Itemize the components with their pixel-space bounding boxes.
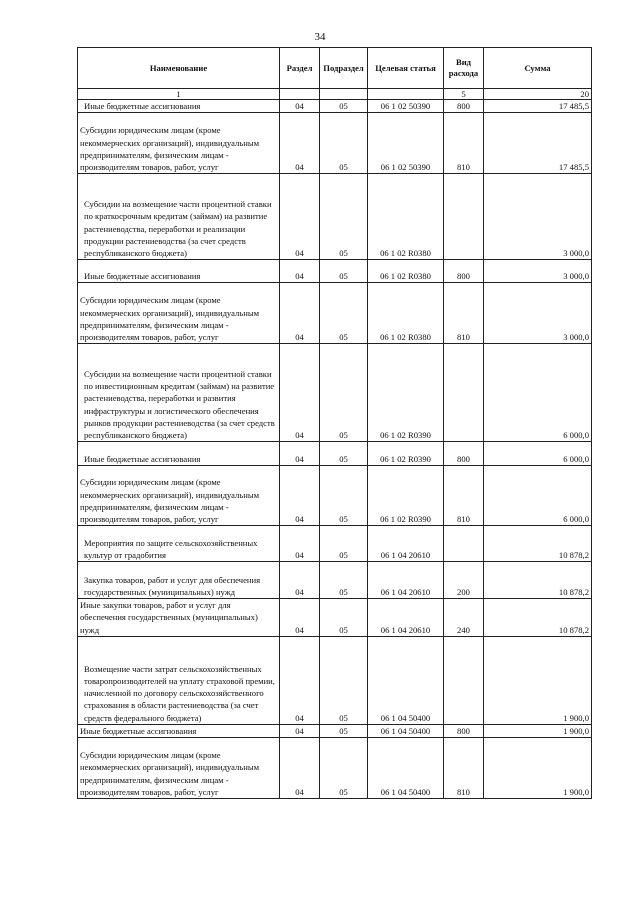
row-name: Мероприятия по защите сельскохозяйственных культур от градобития (78, 526, 280, 562)
row-sum: 3 000,0 (484, 260, 592, 283)
colnum-sum: 20 (484, 89, 592, 100)
row-vid: 800 (444, 260, 484, 283)
table-row (78, 466, 592, 526)
row-vid (444, 174, 484, 260)
row-podrazdel: 05 (320, 636, 368, 724)
table-row (78, 636, 592, 724)
budget-table (77, 47, 592, 799)
row-name: Субсидии юридическим лицам (кроме некоммерческих организаций), индивидуальным предпринимателям, физическим лицам - производителям товаров, работ, услуг (78, 466, 280, 526)
row-cst: 06 1 02 R0380 (368, 174, 444, 260)
row-vid (444, 526, 484, 562)
table-row (78, 526, 592, 562)
header-sum: Сумма (484, 48, 592, 89)
row-name: Субсидии на возмещение части процентной ставки по инвестиционным кредитам (займам) на развитие растениеводства, переработки и развития инфраструктуры и логистического обеспечения рынков продукции растениеводства (за счет средств республиканского бюджета) (78, 344, 280, 442)
row-sum: 10 878,2 (484, 526, 592, 562)
row-sum: 3 000,0 (484, 283, 592, 344)
header-row (78, 48, 592, 89)
row-vid: 800 (444, 442, 484, 466)
table-row (78, 100, 592, 113)
row-vid: 800 (444, 100, 484, 113)
table-row (78, 738, 592, 799)
row-name: Иные бюджетные ассигнования (78, 260, 280, 283)
row-vid: 240 (444, 599, 484, 637)
row-sum: 6 000,0 (484, 466, 592, 526)
row-name: Субсидии юридическим лицам (кроме некоммерческих организаций), индивидуальным предпринимателям, физическим лицам - производителям товаров, работ, услуг (78, 738, 280, 799)
row-sum: 1 900,0 (484, 636, 592, 724)
colnum-name: 1 (78, 89, 280, 100)
row-sum: 6 000,0 (484, 442, 592, 466)
header-name: Наименование (78, 48, 280, 89)
table-row (78, 260, 592, 283)
row-vid: 800 (444, 724, 484, 737)
row-vid: 810 (444, 738, 484, 799)
row-vid (444, 344, 484, 442)
row-razdel: 04 (280, 174, 320, 260)
table-row (78, 442, 592, 466)
row-cst: 06 1 02 R0390 (368, 344, 444, 442)
row-cst: 06 1 02 50390 (368, 113, 444, 174)
row-cst: 06 1 04 50400 (368, 636, 444, 724)
header-podrazdel: Подраздел (320, 48, 368, 89)
row-podrazdel: 05 (320, 466, 368, 526)
row-cst: 06 1 04 50400 (368, 738, 444, 799)
colnum-cst (368, 89, 444, 100)
row-cst: 06 1 02 R0390 (368, 466, 444, 526)
row-podrazdel: 05 (320, 442, 368, 466)
row-razdel: 04 (280, 442, 320, 466)
row-podrazdel: 05 (320, 599, 368, 637)
row-vid: 810 (444, 283, 484, 344)
row-podrazdel: 05 (320, 113, 368, 174)
row-vid: 200 (444, 562, 484, 599)
row-sum: 10 878,2 (484, 562, 592, 599)
row-sum: 17 485,5 (484, 113, 592, 174)
row-razdel: 04 (280, 738, 320, 799)
row-razdel: 04 (280, 260, 320, 283)
row-name: Иные бюджетные ассигнования (78, 100, 280, 113)
table-row (78, 724, 592, 737)
row-sum: 1 900,0 (484, 738, 592, 799)
row-name: Иные бюджетные ассигнования (78, 724, 280, 737)
row-razdel: 04 (280, 283, 320, 344)
row-sum: 1 900,0 (484, 724, 592, 737)
row-razdel: 04 (280, 344, 320, 442)
header-razdel: Раздел (280, 48, 320, 89)
row-cst: 06 1 04 20610 (368, 526, 444, 562)
row-cst: 06 1 02 R0380 (368, 260, 444, 283)
table-row (78, 174, 592, 260)
row-cst: 06 1 04 20610 (368, 599, 444, 637)
row-cst: 06 1 04 50400 (368, 724, 444, 737)
row-podrazdel: 05 (320, 526, 368, 562)
row-cst: 06 1 02 R0390 (368, 442, 444, 466)
column-number-row (78, 89, 592, 100)
row-razdel: 04 (280, 466, 320, 526)
table-row (78, 283, 592, 344)
table-row (78, 562, 592, 599)
row-vid: 810 (444, 113, 484, 174)
row-razdel: 04 (280, 724, 320, 737)
row-podrazdel: 05 (320, 100, 368, 113)
row-name: Иные закупки товаров, работ и услуг для обеспечения государственных (муниципальных) нужд (78, 599, 280, 637)
row-sum: 6 000,0 (484, 344, 592, 442)
row-podrazdel: 05 (320, 260, 368, 283)
colnum-podrazdel (320, 89, 368, 100)
colnum-razdel (280, 89, 320, 100)
row-razdel: 04 (280, 636, 320, 724)
row-cst: 06 1 04 20610 (368, 562, 444, 599)
row-cst: 06 1 02 50390 (368, 100, 444, 113)
table-row (78, 113, 592, 174)
row-name: Иные бюджетные ассигнования (78, 442, 280, 466)
row-sum: 17 485,5 (484, 100, 592, 113)
row-vid (444, 636, 484, 724)
header-cst: Целевая статья (368, 48, 444, 89)
colnum-vid: 5 (444, 89, 484, 100)
row-sum: 10 878,2 (484, 599, 592, 637)
row-podrazdel: 05 (320, 283, 368, 344)
row-name: Субсидии юридическим лицам (кроме некоммерческих организаций), индивидуальным предпринимателям, физическим лицам - производителям товаров, работ, услуг (78, 113, 280, 174)
row-podrazdel: 05 (320, 174, 368, 260)
row-razdel: 04 (280, 599, 320, 637)
row-vid: 810 (444, 466, 484, 526)
row-name: Субсидии на возмещение части процентной ставки по краткосрочным кредитам (займам) на развитие растениеводства, переработки и реализации продукции растениеводства (за счет средств республиканского бюджета) (78, 174, 280, 260)
table-row (78, 599, 592, 637)
row-razdel: 04 (280, 526, 320, 562)
row-cst: 06 1 02 R0380 (368, 283, 444, 344)
row-podrazdel: 05 (320, 738, 368, 799)
row-sum: 3 000,0 (484, 174, 592, 260)
row-podrazdel: 05 (320, 562, 368, 599)
row-razdel: 04 (280, 100, 320, 113)
row-razdel: 04 (280, 113, 320, 174)
page-number: 34 (314, 31, 326, 43)
row-name: Возмещение части затрат сельскохозяйственных товаропроизводителей на уплату страховой премии, начисленной по договору сельскохозяйственного страхования в области растениеводства (за счет средств федерального бюджета) (78, 636, 280, 724)
row-razdel: 04 (280, 562, 320, 599)
header-vid: Вид расхода (444, 48, 484, 89)
row-name: Субсидии юридическим лицам (кроме некоммерческих организаций), индивидуальным предпринимателям, физическим лицам - производителям товаров, работ, услуг (78, 283, 280, 344)
row-name: Закупка товаров, работ и услуг для обеспечения государственных (муниципальных) нужд (78, 562, 280, 599)
row-podrazdel: 05 (320, 344, 368, 442)
table-row (78, 344, 592, 442)
row-podrazdel: 05 (320, 724, 368, 737)
